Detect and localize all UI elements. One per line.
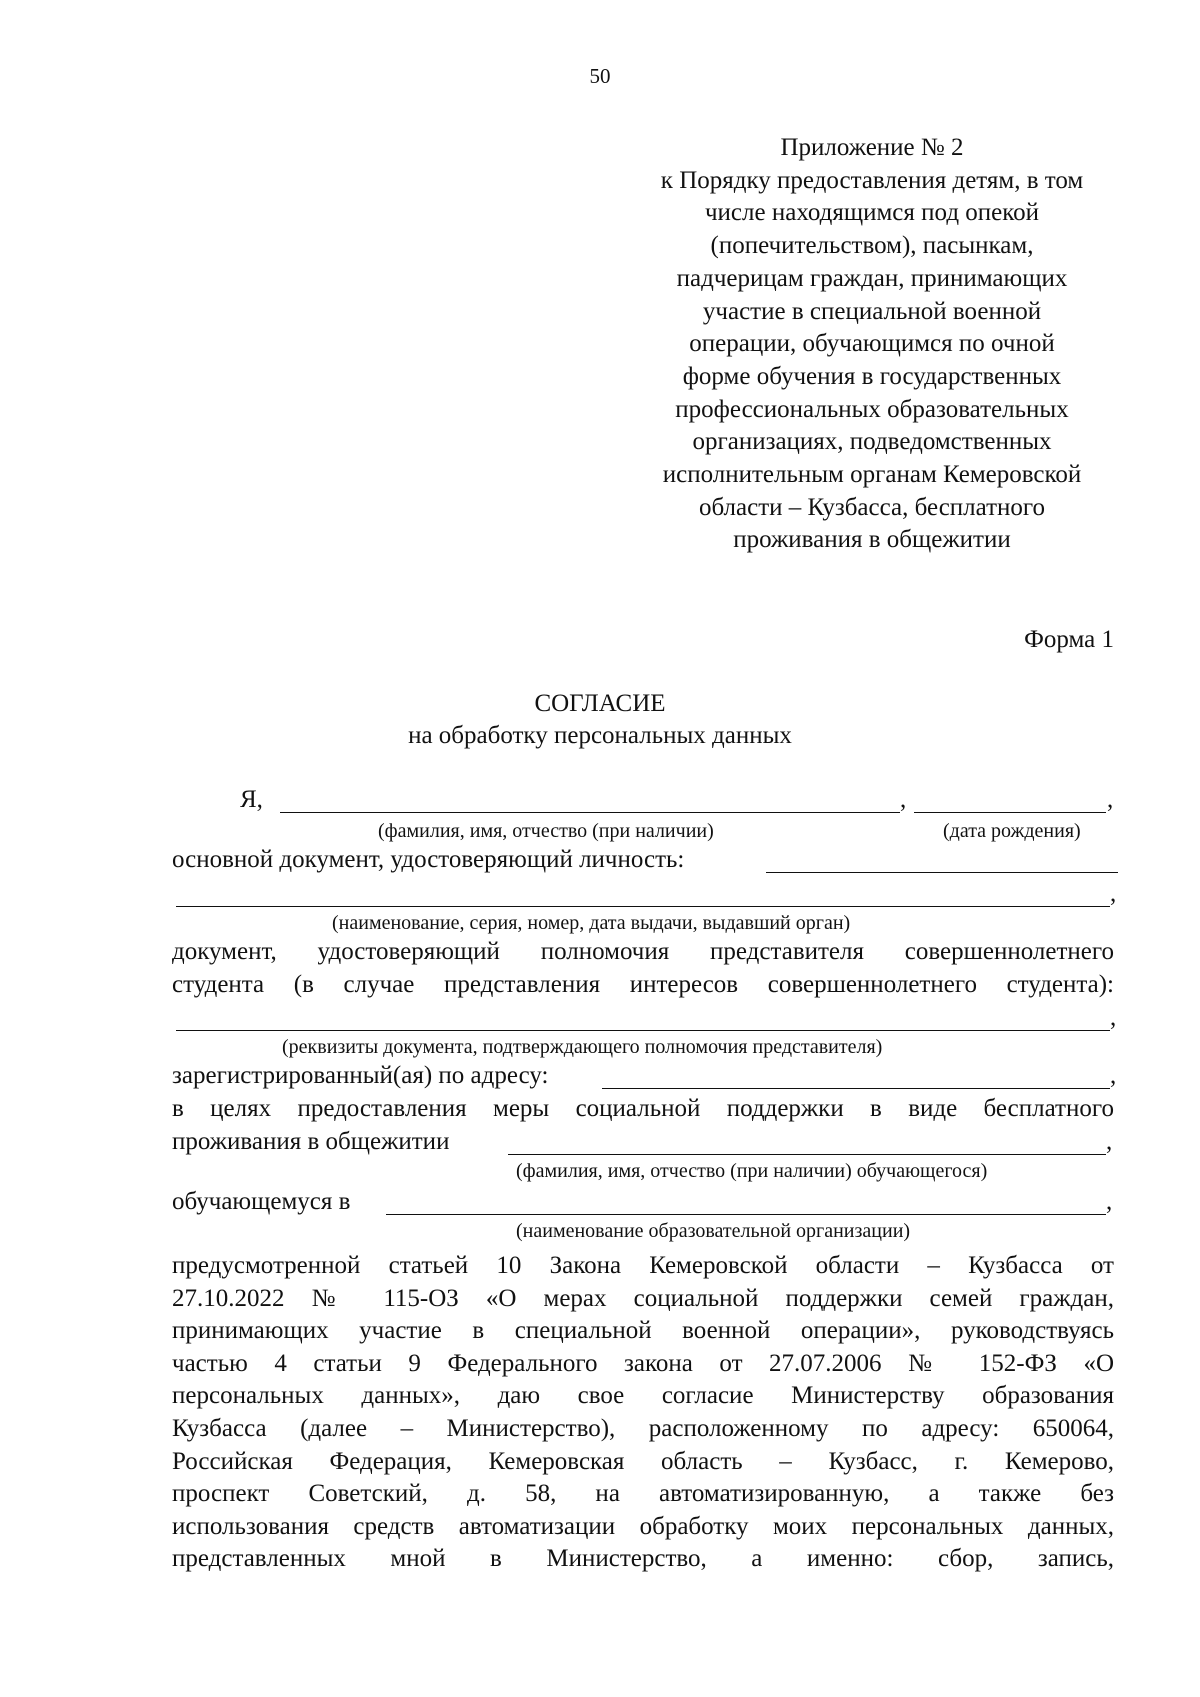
caption-rep-doc: (реквизиты документа, подтверждающего полномочия представителя): [282, 1036, 883, 1058]
caption-id-doc: (наименование, серия, номер, дата выдачи, выдавший орган): [332, 912, 851, 934]
appendix-line: проживания в общежитии: [733, 526, 1011, 554]
id-doc-blank-1[interactable]: [766, 872, 1118, 873]
id-doc-blank-2[interactable]: [176, 906, 1110, 907]
comma: ,: [1107, 786, 1114, 813]
consent-line: предусмотренной статьей 10 Закона Кемеровской области – Кузбасса от: [172, 1252, 1114, 1279]
rep-doc-line-1: документ, удостоверяющий полномочия представителя совершеннолетнего: [172, 938, 1114, 965]
appendix-line: (попечительством), пасынкам,: [710, 232, 1034, 260]
appendix-line: организациях, подведомственных: [692, 428, 1052, 456]
document-title-block: [0, 688, 1200, 752]
document-title: СОГЛАСИЕ: [534, 690, 666, 717]
comma: ,: [1110, 1062, 1117, 1089]
consent-line: использования средств автоматизации обработку моих персональных данных,: [172, 1512, 1114, 1540]
appendix-line: операции, обучающимся по очной: [689, 330, 1055, 358]
caption-birth-date: (дата рождения): [943, 820, 1081, 842]
comma: ,: [1110, 1004, 1117, 1031]
consent-paragraph: [172, 1250, 1114, 1576]
appendix-line: профессиональных образовательных: [675, 395, 1069, 423]
appendix-line: падчерицам граждан, принимающих: [676, 264, 1068, 292]
purpose-line-2: проживания в общежитии: [172, 1128, 450, 1155]
consent-line: частью 4 статьи 9 Федерального закона от 27.07.2006 № 152-ФЗ «О: [172, 1349, 1114, 1377]
org-blank[interactable]: [386, 1214, 1106, 1215]
comma: ,: [1110, 880, 1117, 907]
appendix-line: числе находящимся под опекой: [704, 199, 1040, 227]
consent-line: Кузбасса (далее – Министерство), расположенному по адресу: 650064,: [172, 1414, 1114, 1442]
rep-doc-blank[interactable]: [176, 1030, 1110, 1031]
appendix-line: области – Кузбасса, бесплатного: [698, 493, 1046, 521]
caption-student-fio: (фамилия, имя, отчество (при наличии) обучающегося): [516, 1160, 988, 1182]
purpose-line-1: в целях предоставления меры социальной поддержки в виде бесплатного: [172, 1095, 1114, 1122]
consent-line: 27.10.2022 № 115-ОЗ «О мерах социальной поддержки семей граждан,: [172, 1284, 1114, 1312]
id-doc-label: основной документ, удостоверяющий личность:: [172, 846, 685, 873]
consent-line: Российская Федерация, Кемеровская область – Кузбасс, г. Кемерово,: [172, 1447, 1114, 1475]
consent-line: персональных данных», даю свое согласие Министерству образования: [172, 1382, 1114, 1410]
appendix-line: Приложение № 2: [780, 134, 964, 161]
appendix-line: форме обучения в государственных: [682, 362, 1062, 390]
caption-fio: (фамилия, имя, отчество (при наличии): [378, 820, 714, 842]
comma: ,: [1106, 1128, 1113, 1155]
i-label: Я,: [240, 786, 263, 813]
form-label: Форма 1: [1024, 626, 1114, 653]
student-fio-blank[interactable]: [508, 1154, 1106, 1155]
document-subtitle: на обработку персональных данных: [408, 722, 792, 749]
page-number: 50: [589, 64, 611, 88]
appendix-block: [632, 132, 1112, 557]
appendix-line: к Порядку предоставления детям, в том: [660, 166, 1084, 194]
address-blank[interactable]: [602, 1088, 1110, 1089]
rep-doc-line-2: студента (в случае представления интересов совершеннолетнего студента):: [172, 971, 1114, 998]
student-label: обучающемуся в: [172, 1188, 351, 1215]
fio-blank[interactable]: [280, 812, 900, 813]
consent-line: представленных мной в Министерство, а именно: сбор, запись,: [172, 1545, 1114, 1573]
caption-org: (наименование образовательной организации): [516, 1220, 911, 1242]
address-label: зарегистрированный(ая) по адресу:: [172, 1062, 549, 1089]
appendix-line: участие в специальной военной: [702, 297, 1042, 325]
comma: ,: [900, 786, 907, 813]
birth-date-blank[interactable]: [914, 812, 1106, 813]
consent-line: принимающих участие в специальной военной операции», руководствуясь: [172, 1317, 1114, 1345]
consent-line: проспект Советский, д. 58, на автоматизированную, а также без: [172, 1480, 1114, 1508]
appendix-line: исполнительным органам Кемеровской: [662, 461, 1082, 489]
comma: ,: [1106, 1188, 1113, 1215]
